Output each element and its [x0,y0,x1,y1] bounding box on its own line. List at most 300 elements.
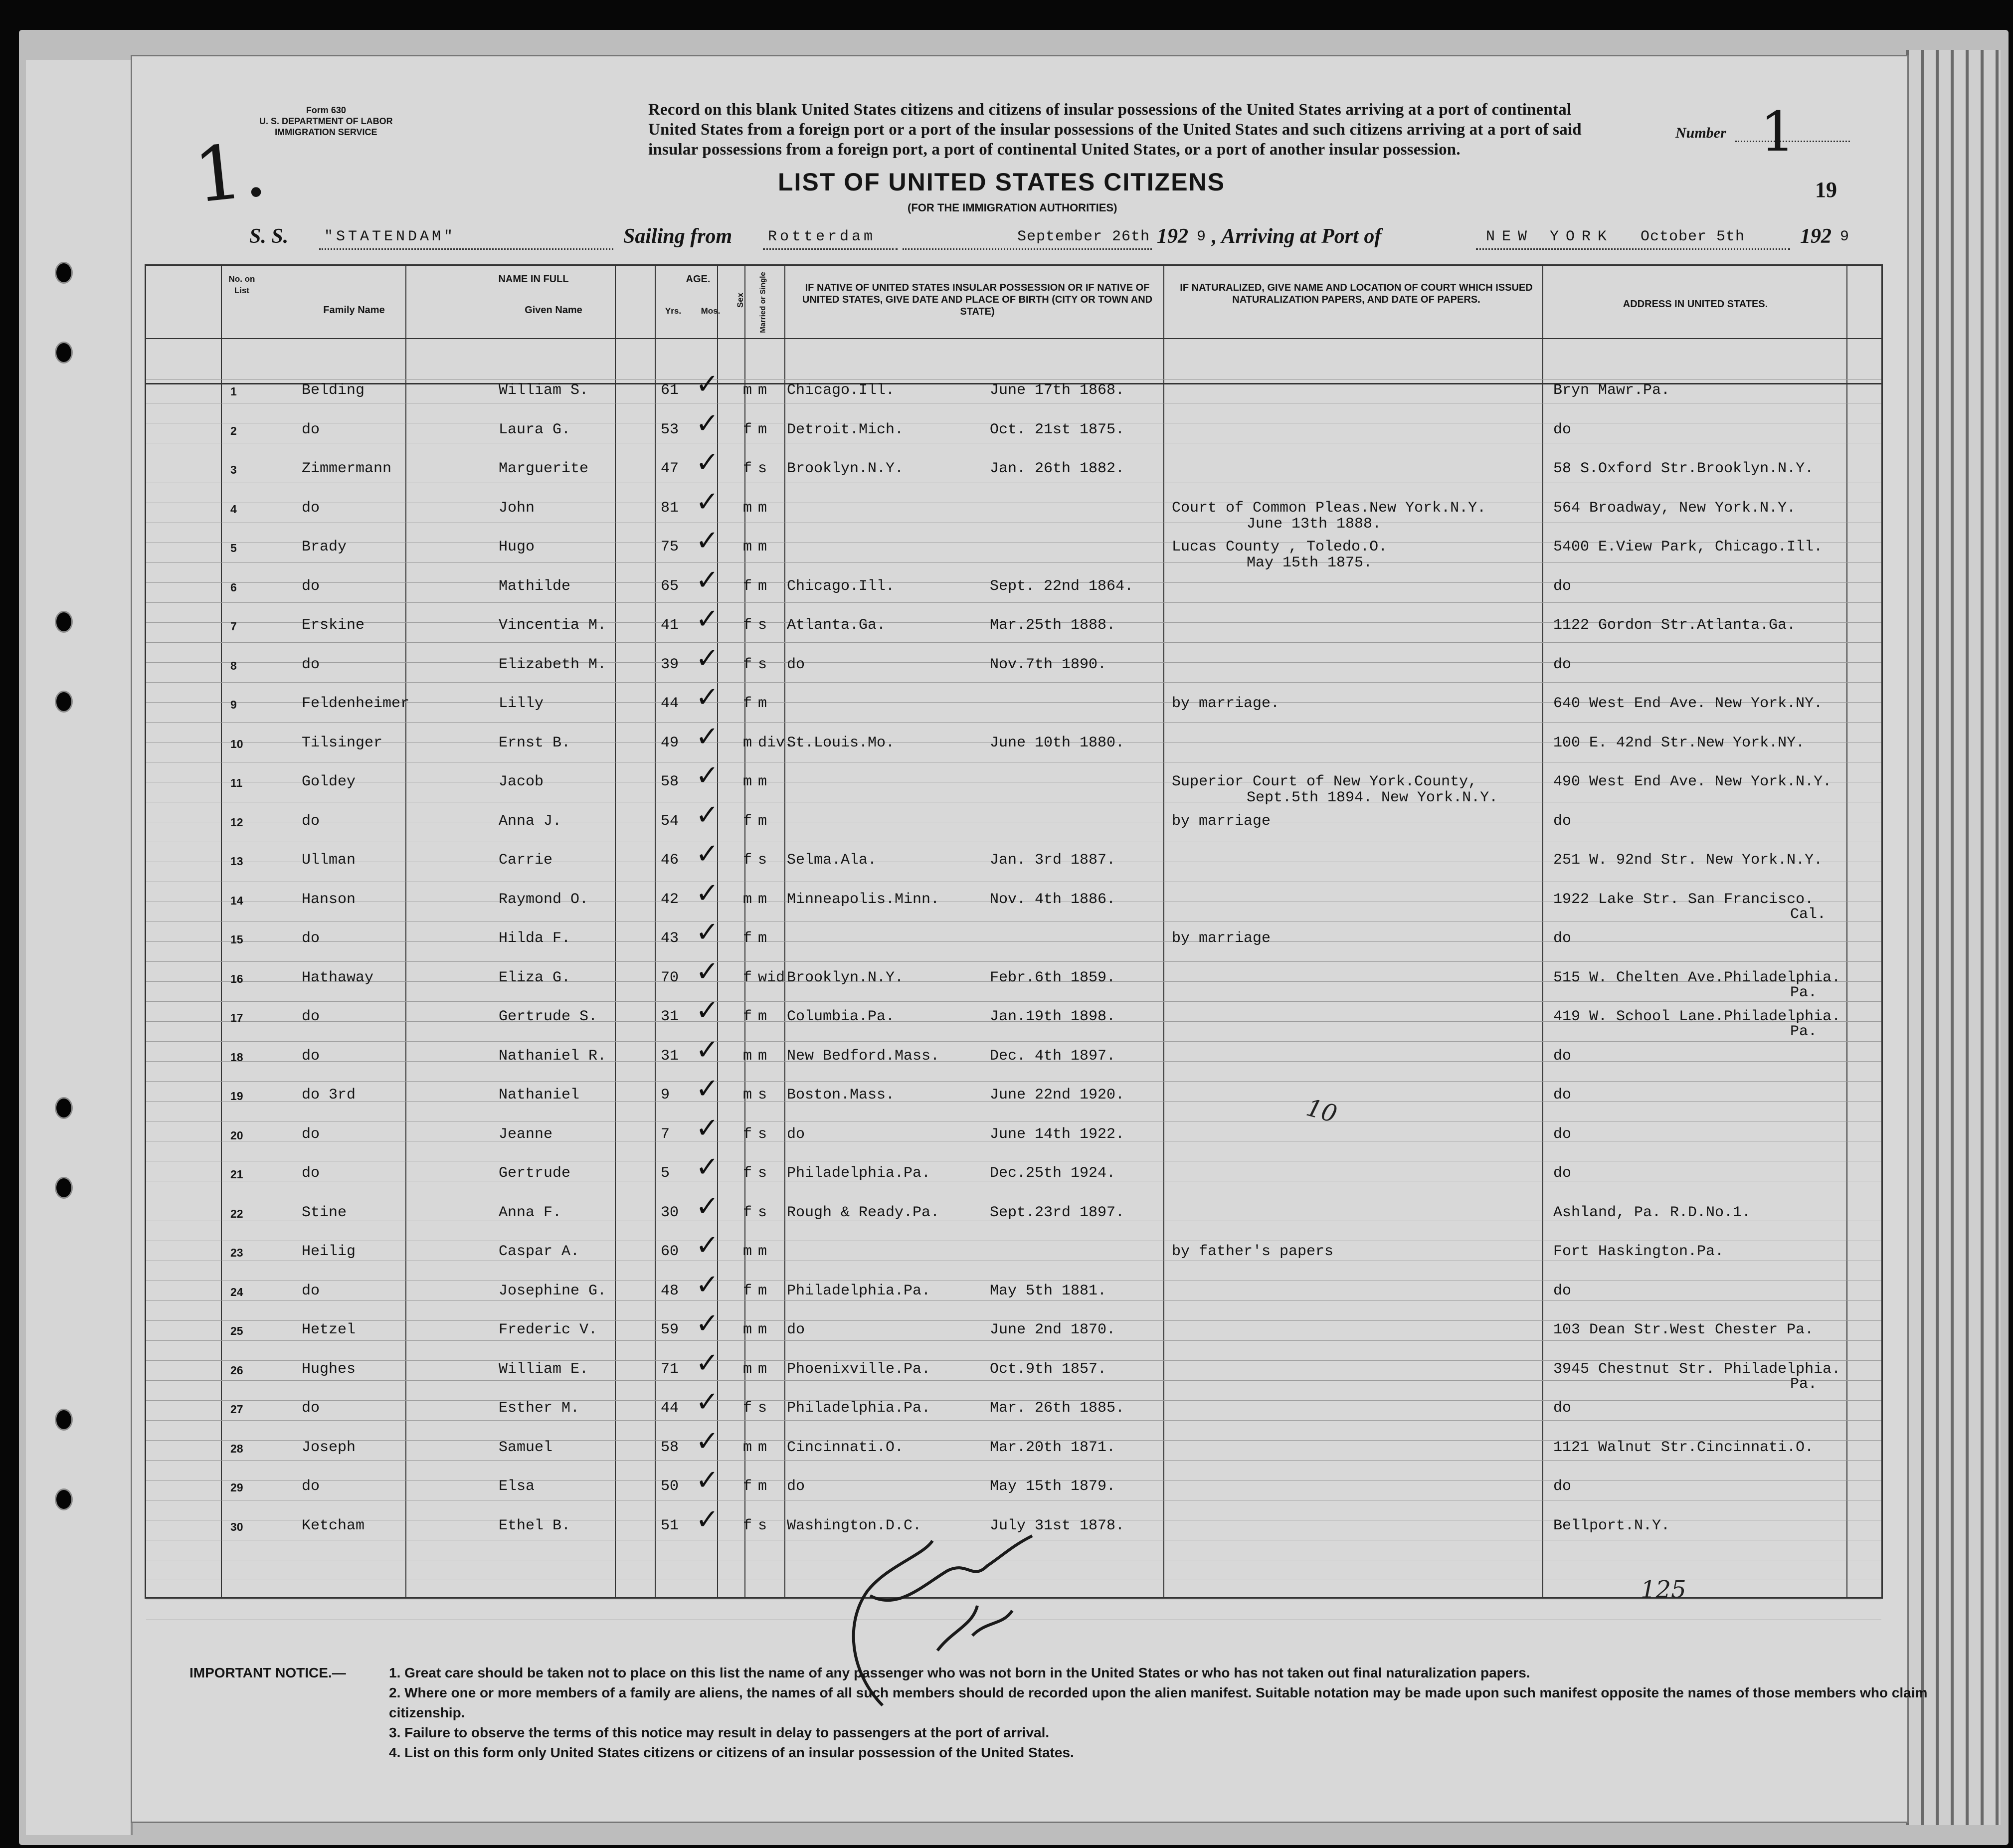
check-mark-icon: ✓ [696,798,719,831]
row-23-given: Caspar A. [499,1243,580,1260]
row-9-age: 44 [661,695,679,712]
row-26-age: 71 [661,1360,679,1378]
row-20-place: do [787,1125,805,1143]
row-19-date: June 22nd 1920. [990,1087,1125,1104]
row-18-given: Nathaniel R. [499,1047,607,1065]
handwritten-count: 10 [1303,1094,1340,1128]
row-28-family: Joseph [302,1439,356,1456]
row-12-given: Anna J. [499,812,562,830]
row-1-family: Belding [302,382,365,399]
row-22-place: Rough & Ready.Pa. [787,1204,940,1221]
row-27-age: 44 [661,1400,679,1417]
col-address: ADDRESS IN UNITED STATES. [1623,299,1768,310]
row-11-address: 490 West End Ave. New York.N.Y. [1553,773,1832,790]
col-age: AGE. [686,274,711,285]
row-15-age: 43 [661,930,679,947]
row-9-sex: f [743,695,752,712]
row-16-date: Febr.6th 1859. [990,969,1116,986]
row-10-family: Tilsinger [302,734,383,751]
row-12-ms: m [758,812,767,830]
row-25-no: 25 [230,1324,243,1337]
row-30-place: Washington.D.C. [787,1517,922,1534]
row-16-address2: Pa. [1790,984,1818,1001]
check-mark-icon: ✓ [696,1033,719,1066]
check-mark-icon: ✓ [696,446,719,479]
row-30-age: 51 [661,1517,679,1534]
col-naturalized: IF NATURALIZED, GIVE NAME AND LOCATION OF COURT WHICH ISSUED NATURALIZATION PAPERS, AND DATE OF PAPERS. [1180,282,1533,305]
check-mark-icon: ✓ [696,955,719,988]
row-3-age: 47 [661,460,679,477]
list-number: 1 [1760,100,1795,164]
row-8-age: 39 [661,656,679,673]
row-5-no: 5 [230,542,237,554]
row-6-family: do [302,577,320,595]
row-27-address: do [1553,1400,1572,1417]
row-16-ms: wid [758,969,785,986]
row-21-address: do [1553,1165,1572,1182]
row-9-ms: m [758,695,767,712]
row-1-ms: m [758,382,767,399]
row-4-no: 4 [230,502,237,516]
row-22-ms: s [758,1204,767,1221]
row-3-ms: s [758,460,767,477]
row-13-date: Jan. 3rd 1887. [990,852,1116,869]
row-28-address: 1121 Walnut Str.Cincinnati.O. [1553,1439,1814,1456]
row-17-given: Gertrude S. [499,1008,598,1025]
row-13-age: 46 [661,852,679,869]
row-26-address2: Pa. [1790,1375,1818,1393]
notice-item-2: 2. Where one or more members of a family are aliens, the names of all such members should de recorded upon the alien manifest. Suitable notation may be made upon such manifest opposite the names of those members who claim citizenship. [389,1685,1928,1720]
row-20-no: 20 [230,1128,243,1142]
row-26-given: William E. [499,1360,589,1378]
notice-item-1: 1. Great care should be taken not to place on this list the name of any passenger who was not born in the United States or who has not taken out final naturalization papers. [389,1665,1530,1680]
row-19-family: do 3rd [302,1087,356,1104]
row-15-no: 15 [230,933,243,946]
row-27-no: 27 [230,1403,243,1416]
row-6-date: Sept. 22nd 1864. [990,577,1134,595]
row-4-age: 81 [661,499,679,517]
row-14-address2: Cal. [1790,906,1827,923]
row-17-no: 17 [230,1011,243,1024]
row-10-date: June 10th 1880. [990,734,1125,751]
departure-year-prefix: 192 [1157,225,1188,248]
row-25-sex: m [743,1321,752,1338]
row-8-date: Nov.7th 1890. [990,656,1107,673]
row-29-given: Elsa [499,1478,535,1495]
check-mark-icon: ✓ [696,1073,719,1105]
row-26-sex: m [743,1360,752,1378]
row-18-age: 31 [661,1047,679,1065]
row-17-age: 31 [661,1008,679,1025]
check-mark-icon: ✓ [696,563,719,596]
row-13-sex: f [743,852,752,869]
row-30-no: 30 [230,1520,243,1533]
row-14-ms: m [758,891,767,908]
row-1-place: Chicago.Ill. [787,382,895,399]
row-12-address: do [1553,812,1572,830]
row-12-sex: f [743,812,752,830]
page-number: 19 [1815,178,1837,202]
binder-hole-icon [55,1488,73,1510]
check-mark-icon: ✓ [696,1425,719,1458]
row-12-nat: by marriage [1172,812,1271,830]
row-24-date: May 5th 1881. [990,1282,1107,1299]
row-24-address: do [1553,1282,1572,1299]
row-5-age: 75 [661,539,679,555]
row-2-no: 2 [230,424,237,437]
row-13-address: 251 W. 92nd Str. New York.N.Y. [1553,852,1823,869]
row-1-no: 1 [230,385,237,398]
row-17-family: do [302,1008,320,1025]
stacked-page-edges [1906,50,2001,1825]
check-mark-icon: ✓ [696,1503,719,1536]
row-4-address: 564 Broadway, New York.N.Y. [1553,499,1796,517]
voyage-line [249,224,1875,254]
row-9-address: 640 West End Ave. New York.NY. [1553,695,1823,712]
row-27-given: Esther M. [499,1400,580,1417]
row-10-no: 10 [230,737,243,750]
arrival-port: NEW YORK [1486,228,1614,245]
row-29-sex: f [743,1478,752,1495]
check-mark-icon: ✓ [696,525,719,557]
row-8-ms: s [758,656,767,673]
row-30-family: Ketcham [302,1517,365,1534]
row-21-date: Dec.25th 1924. [990,1165,1116,1182]
row-17-ms: m [758,1008,767,1025]
row-26-family: Hughes [302,1360,356,1378]
row-1-date: June 17th 1868. [990,382,1125,399]
row-14-address: 1922 Lake Str. San Francisco. [1553,891,1814,908]
col-married-or-single: Married or Single [758,272,767,333]
check-mark-icon: ✓ [696,1386,719,1418]
departure-date: September 26th [1017,228,1150,245]
row-21-family: do [302,1165,320,1182]
notice-item-3: 3. Failure to observe the terms of this notice may result in delay to passengers at the port of arrival. [389,1725,1050,1740]
row-6-age: 65 [661,577,679,595]
row-8-place: do [787,656,805,673]
row-23-family: Heilig [302,1243,356,1260]
row-18-family: do [302,1047,320,1065]
row-30-given: Ethel B. [499,1517,571,1534]
row-2-given: Laura G. [499,421,571,438]
row-20-age: 7 [661,1125,670,1143]
row-15-family: do [302,930,320,947]
form-number: Form 630 [306,105,346,115]
check-mark-icon: ✓ [696,642,719,675]
row-24-ms: m [758,1282,767,1299]
departure-port: Rotterdam [768,228,876,245]
row-18-ms: m [758,1047,767,1065]
row-22-family: Stine [302,1204,347,1221]
row-11-nat: Superior Court of New York.County, [1172,773,1477,790]
col-no: No. on List [228,274,255,295]
row-7-given: Vincentia M. [499,617,607,634]
row-6-no: 6 [230,580,237,594]
row-11-nat2: Sept.5th 1894. New York.N.Y. [1247,789,1498,806]
row-15-address: do [1553,930,1572,947]
row-26-address: 3945 Chestnut Str. Philadelphia. [1553,1360,1841,1378]
row-25-ms: m [758,1321,767,1338]
check-mark-icon: ✓ [696,603,719,635]
row-5-family: Brady [302,539,347,555]
arrival-date: October 5th [1641,228,1745,245]
row-5-given: Hugo [499,539,535,555]
row-16-sex: f [743,969,752,986]
row-9-given: Lilly [499,695,544,712]
check-mark-icon: ✓ [696,877,719,910]
row-5-nat: Lucas County , Toledo.O. [1172,539,1388,555]
check-mark-icon: ✓ [696,759,719,792]
row-26-no: 26 [230,1363,243,1377]
row-5-nat2: May 15th 1875. [1247,554,1373,571]
row-21-age: 5 [661,1165,670,1182]
row-10-sex: m [743,734,752,751]
row-16-address: 515 W. Chelten Ave.Philadelphia. [1553,969,1841,986]
row-1-address: Bryn Mawr.Pa. [1553,382,1670,399]
row-17-sex: f [743,1008,752,1025]
row-9-family: Feldenheimer [302,695,410,712]
check-mark-icon: ✓ [696,407,719,440]
row-2-date: Oct. 21st 1875. [990,421,1125,438]
row-9-nat: by marriage. [1172,695,1280,712]
row-25-age: 59 [661,1321,679,1338]
row-11-given: Jacob [499,773,544,790]
row-12-age: 54 [661,812,679,830]
col-mos: Mos. [701,306,721,316]
row-3-address: 58 S.Oxford Str.Brooklyn.N.Y. [1553,460,1814,477]
row-4-nat: Court of Common Pleas.New York.N.Y. [1172,499,1486,517]
row-9-no: 9 [230,698,237,711]
row-21-no: 21 [230,1168,243,1181]
row-11-sex: m [743,773,752,790]
row-11-ms: m [758,773,767,790]
row-17-address2: Pa. [1790,1023,1818,1040]
row-12-no: 12 [230,815,243,829]
row-27-ms: s [758,1400,767,1417]
row-16-age: 70 [661,969,679,986]
departure-year-suffix: 9 [1197,228,1209,245]
row-1-given: William S. [499,382,589,399]
col-yrs: Yrs. [665,306,682,316]
col-name-in-full: NAME IN FULL [498,274,569,285]
row-15-ms: m [758,930,767,947]
row-17-date: Jan.19th 1898. [990,1008,1116,1025]
row-25-address: 103 Dean Str.West Chester Pa. [1553,1321,1814,1338]
row-29-ms: m [758,1478,767,1495]
check-mark-icon: ✓ [696,1464,719,1496]
row-3-given: Marguerite [499,460,589,477]
check-mark-icon: ✓ [696,1229,719,1262]
row-10-address: 100 E. 42nd Str.New York.NY. [1553,734,1805,751]
row-29-family: do [302,1478,320,1495]
row-19-ms: s [758,1087,767,1104]
row-22-sex: f [743,1204,752,1221]
row-20-ms: s [758,1125,767,1143]
binder-strip [26,60,133,1835]
row-14-place: Minneapolis.Minn. [787,891,940,908]
row-2-ms: m [758,421,767,438]
row-27-date: Mar. 26th 1885. [990,1400,1125,1417]
check-mark-icon: ✓ [696,485,719,518]
row-14-no: 14 [230,894,243,907]
department-name: U. S. DEPARTMENT OF LABOR [259,116,393,126]
binder-hole-icon [55,1409,73,1431]
row-3-sex: f [743,460,752,477]
notice-lead: IMPORTANT NOTICE.— [189,1665,346,1680]
row-4-sex: m [743,499,752,517]
row-28-date: Mar.20th 1871. [990,1439,1116,1456]
row-29-address: do [1553,1478,1572,1495]
row-18-no: 18 [230,1050,243,1064]
row-15-given: Hilda F. [499,930,571,947]
row-14-age: 42 [661,891,679,908]
row-22-address: Ashland, Pa. R.D.No.1. [1553,1204,1751,1221]
row-27-family: do [302,1400,320,1417]
page-title: LIST OF UNITED STATES CITIZENS [778,168,1226,196]
sailing-label: Sailing from [623,225,732,248]
row-10-age: 49 [661,734,679,751]
service-name: IMMIGRATION SERVICE [275,127,377,137]
row-14-given: Raymond O. [499,891,589,908]
row-7-no: 7 [230,620,237,633]
binder-hole-icon [55,691,73,713]
row-26-date: Oct.9th 1857. [990,1360,1107,1378]
row-20-sex: f [743,1125,752,1143]
check-mark-icon: ✓ [696,1307,719,1340]
row-14-sex: m [743,891,752,908]
row-24-age: 48 [661,1282,679,1299]
row-7-ms: s [758,617,767,634]
row-20-family: do [302,1125,320,1143]
row-1-sex: m [743,382,752,399]
row-3-date: Jan. 26th 1882. [990,460,1125,477]
row-11-no: 11 [230,776,243,789]
row-23-age: 60 [661,1243,679,1260]
row-24-sex: f [743,1282,752,1299]
row-13-place: Selma.Ala. [787,852,877,869]
row-26-ms: m [758,1360,767,1378]
row-17-place: Columbia.Pa. [787,1008,895,1025]
row-23-ms: m [758,1243,767,1260]
row-8-address: do [1553,656,1572,673]
row-15-nat: by marriage [1172,930,1271,947]
row-24-no: 24 [230,1285,243,1298]
row-25-family: Hetzel [302,1321,356,1338]
col-native-birthplace: IF NATIVE OF UNITED STATES INSULAR POSSESSION OR IF NATIVE OF UNITED STATES, GIVE DATE AND PLACE OF BIRTH (CITY OR TOWN AND STATE) [802,282,1153,317]
row-4-family: do [302,499,320,517]
row-2-age: 53 [661,421,679,438]
row-26-place: Phoenixville.Pa. [787,1360,931,1378]
row-27-sex: f [743,1400,752,1417]
row-21-sex: f [743,1165,752,1182]
row-29-date: May 15th 1879. [990,1478,1116,1495]
notice-item-4: 4. List on this form only United States citizens or citizens of an insular possession of the United States. [389,1745,1074,1760]
row-2-sex: f [743,421,752,438]
row-30-date: July 31st 1878. [990,1517,1125,1534]
row-7-place: Atlanta.Ga. [787,617,886,634]
row-30-ms: s [758,1517,767,1534]
row-28-age: 58 [661,1439,679,1456]
check-mark-icon: ✓ [696,1151,719,1183]
row-24-family: do [302,1282,320,1299]
col-given-name: Given Name [525,305,582,316]
row-22-date: Sept.23rd 1897. [990,1204,1125,1221]
row-6-given: Mathilde [499,577,571,595]
form-instructions: Record on this blank United States citizens and citizens of insular possessions of the United States arriving at a port of continental United States from a foreign port or a port of the insular possessions of the United States and such citizens arriving at a port of said insular possessions from a foreign port, a port of continental United States, or a port of another insular possession. [648,101,1582,159]
row-13-given: Carrie [499,852,553,869]
row-16-family: Hathaway [302,969,374,986]
row-10-place: St.Louis.Mo. [787,734,895,751]
row-6-place: Chicago.Ill. [787,577,895,595]
ss-label: S. S. [249,225,289,248]
row-22-no: 22 [230,1207,243,1220]
row-18-place: New Bedford.Mass. [787,1047,940,1065]
row-14-family: Hanson [302,891,356,908]
row-5-address: 5400 E.View Park, Chicago.Ill. [1553,539,1823,555]
row-3-place: Brooklyn.N.Y. [787,460,904,477]
handwritten-bottom-note: 125 [1641,1576,1686,1604]
row-22-age: 30 [661,1204,679,1221]
row-27-place: Philadelphia.Pa. [787,1400,931,1417]
row-28-sex: m [743,1439,752,1456]
row-21-ms: s [758,1165,767,1182]
row-14-date: Nov. 4th 1886. [990,891,1116,908]
row-7-date: Mar.25th 1888. [990,617,1116,634]
row-6-address: do [1553,577,1572,595]
row-11-family: Goldey [302,773,356,790]
row-13-ms: s [758,852,767,869]
row-24-given: Josephine G. [499,1282,607,1299]
row-19-place: Boston.Mass. [787,1087,895,1104]
check-mark-icon: ✓ [696,838,719,870]
row-18-date: Dec. 4th 1897. [990,1047,1116,1065]
row-23-sex: m [743,1243,752,1260]
binder-hole-icon [55,611,73,633]
row-21-place: Philadelphia.Pa. [787,1165,931,1182]
row-20-date: June 14th 1922. [990,1125,1125,1143]
check-mark-icon: ✓ [696,681,719,714]
row-30-address: Bellport.N.Y. [1553,1517,1670,1534]
row-23-nat: by father's papers [1172,1243,1334,1260]
page-subtitle: (FOR THE IMMIGRATION AUTHORITIES) [908,201,1117,214]
row-13-family: Ullman [302,852,356,869]
row-22-given: Anna F. [499,1204,562,1221]
binder-hole-icon [55,342,73,364]
row-28-place: Cincinnati.O. [787,1439,904,1456]
number-label: Number [1675,125,1726,141]
row-19-sex: m [743,1087,752,1104]
row-4-given: John [499,499,535,517]
row-6-ms: m [758,577,767,595]
check-mark-icon: ✓ [696,1268,719,1301]
arrival-year-prefix: 192 [1800,225,1831,248]
row-8-given: Elizabeth M. [499,656,607,673]
row-2-address: do [1553,421,1572,438]
check-mark-icon: ✓ [696,916,719,948]
row-5-sex: m [743,539,752,555]
row-29-age: 50 [661,1478,679,1495]
row-2-place: Detroit.Mich. [787,421,904,438]
row-6-sex: f [743,577,752,595]
check-mark-icon: ✓ [696,1346,719,1379]
row-23-address: Fort Haskington.Pa. [1553,1243,1724,1260]
row-28-ms: m [758,1439,767,1456]
row-4-ms: m [758,499,767,517]
row-18-address: do [1553,1047,1572,1065]
check-mark-icon: ✓ [696,994,719,1027]
row-7-address: 1122 Gordon Str.Atlanta.Ga. [1553,617,1796,634]
check-mark-icon: ✓ [696,368,719,400]
